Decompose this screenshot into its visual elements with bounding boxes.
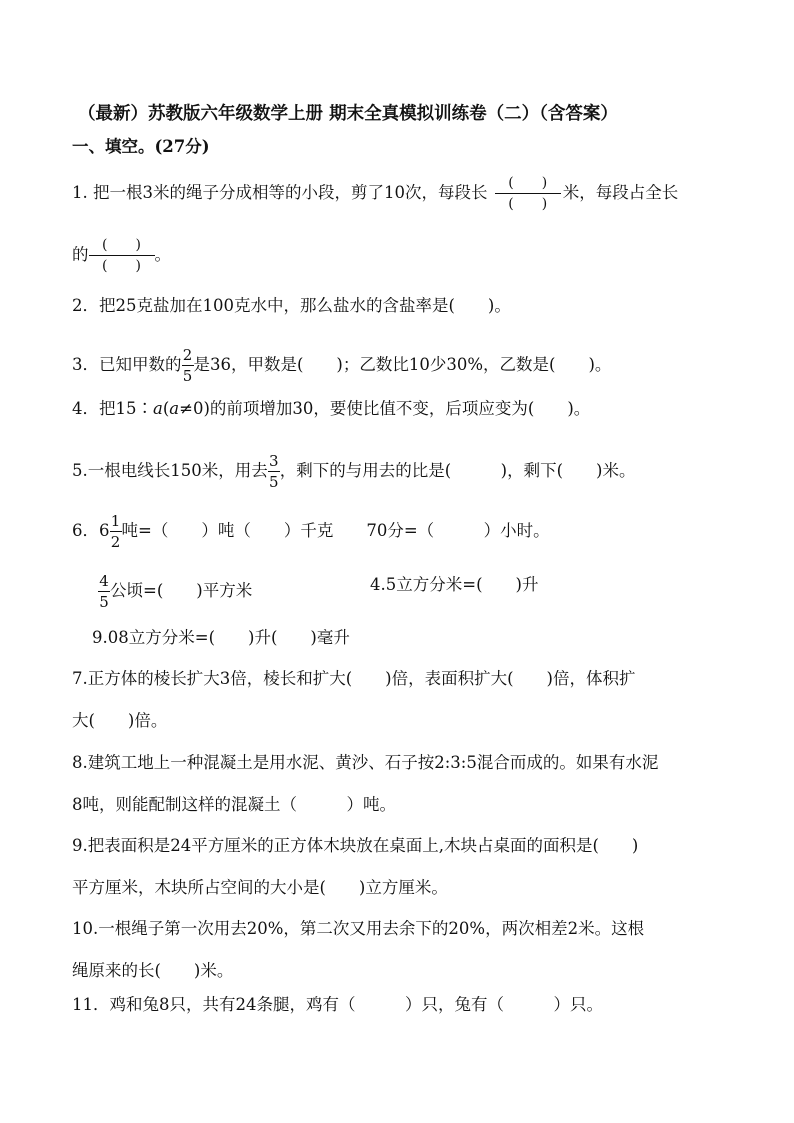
q6-area-fraction-bar bbox=[98, 591, 110, 592]
question-6-line-2a bbox=[98, 572, 252, 611]
q1-fraction-2-bar bbox=[89, 255, 155, 256]
question-5 bbox=[72, 452, 636, 491]
question-1-line-1 bbox=[72, 174, 678, 213]
question-1-line-2 bbox=[72, 236, 171, 275]
q6-fraction-numerator: 1 bbox=[110, 512, 121, 530]
question-2: 2．把25克盐加在100克水中，那么盐水的含盐率是( )。 bbox=[72, 296, 511, 315]
question-6-line-3: 9.08立方分米=( )升( )毫升 bbox=[92, 628, 350, 647]
q1-text-a: 1. 把一根3米的绳子分成相等的小段，剪了10次，每段长 bbox=[72, 183, 488, 202]
q1-text-c: 的 bbox=[72, 245, 89, 264]
question-7-line-2: 大( )倍。 bbox=[72, 711, 168, 730]
question-7-line-1: 7.正方体的棱长扩大3倍，棱长和扩大( )倍，表面积扩大( )倍，体积扩 bbox=[72, 669, 636, 688]
q5-fraction-bar bbox=[268, 471, 280, 472]
question-3 bbox=[72, 346, 611, 385]
question-11: 11．鸡和兔8只，共有24条腿，鸡有（ ）只，兔有（ ）只。 bbox=[72, 995, 603, 1014]
q6-fraction-denominator: 2 bbox=[110, 533, 121, 551]
q4-text-b: 的前项增加30，要使比值不变，后项应变为( )。 bbox=[209, 399, 591, 418]
q4-variable: a bbox=[153, 399, 163, 418]
q3-fraction bbox=[182, 346, 194, 385]
q3-fraction-bar bbox=[182, 365, 194, 366]
q6-area-fraction-denominator: 5 bbox=[99, 593, 109, 611]
question-8-line-2: 8吨，则能配制这样的混凝土（ ）吨。 bbox=[72, 795, 396, 814]
q5-text-b: ，剩下的与用去的比是( )，剩下( )米。 bbox=[279, 461, 636, 480]
q4-condition-rest: ≠0) bbox=[179, 399, 210, 418]
q1-fraction-2-numerator: ( ) bbox=[102, 237, 141, 253]
q1-fraction-1-bar bbox=[495, 193, 561, 194]
question-8-line-1: 8.建筑工地上一种混凝土是用水泥、黄沙、石子按2:3:5混合而成的。如果有水泥 bbox=[72, 753, 659, 772]
question-9-line-2: 平方厘米，木块所占空间的大小是( )立方厘米。 bbox=[72, 878, 448, 897]
q6-fraction bbox=[110, 512, 122, 551]
q4-condition-variable: a bbox=[169, 399, 180, 418]
q3-text-a: 3．已知甲数的 bbox=[72, 355, 182, 374]
q5-fraction bbox=[268, 452, 280, 491]
q6-text-c: 公顷=( )平方米 bbox=[110, 581, 253, 600]
q1-fraction-1-numerator: ( ) bbox=[508, 175, 548, 191]
q6-text-b: 吨=（ ）吨（ ）千克 70分=（ ）小时。 bbox=[121, 521, 550, 540]
document-title: （最新）苏教版六年级数学上册 期末全真模拟训练卷（二）（含答案） bbox=[78, 104, 618, 124]
q3-fraction-numerator: 2 bbox=[182, 346, 193, 364]
question-10-line-1: 10.一根绳子第一次用去20%，第二次又用去余下的20%，两次相差2米。这根 bbox=[72, 919, 645, 938]
q1-fraction-1-denominator: ( ) bbox=[508, 196, 548, 212]
q4-text-a: 4．把15∶ bbox=[72, 399, 153, 418]
q5-text-a: 5.一根电线长150米，用去 bbox=[72, 461, 268, 480]
q1-fraction-2-denominator: ( ) bbox=[102, 258, 141, 274]
q1-fraction-blank-2 bbox=[89, 236, 155, 275]
q3-fraction-denominator: 5 bbox=[182, 367, 193, 385]
question-9-line-1: 9.把表面积是24平方厘米的正方体木块放在桌面上,木块占桌面的面积是( ) bbox=[72, 836, 639, 855]
q6-fraction-bar bbox=[110, 531, 122, 532]
q6-area-fraction-numerator: 4 bbox=[99, 572, 109, 590]
q5-fraction-numerator: 3 bbox=[268, 452, 279, 470]
q4-paren-open: ( bbox=[162, 399, 170, 418]
question-4 bbox=[72, 398, 590, 420]
q6-text-a: 6．6 bbox=[72, 521, 110, 540]
section-heading: 一、填空。(27分) bbox=[72, 137, 210, 156]
q1-text-d: 。 bbox=[154, 245, 171, 264]
question-10-line-2: 绳原来的长( )米。 bbox=[72, 961, 234, 980]
q1-fraction-blank-1 bbox=[495, 174, 561, 213]
q6-area-fraction bbox=[98, 572, 110, 611]
q3-text-b: 是36，甲数是( )；乙数比10少30%，乙数是( )。 bbox=[193, 355, 612, 374]
question-6-line-2b: 4.5立方分米=( )升 bbox=[370, 575, 539, 594]
q5-fraction-denominator: 5 bbox=[268, 473, 279, 491]
question-6-line-1 bbox=[72, 512, 550, 551]
q1-text-b: 米，每段占全长 bbox=[562, 183, 679, 202]
